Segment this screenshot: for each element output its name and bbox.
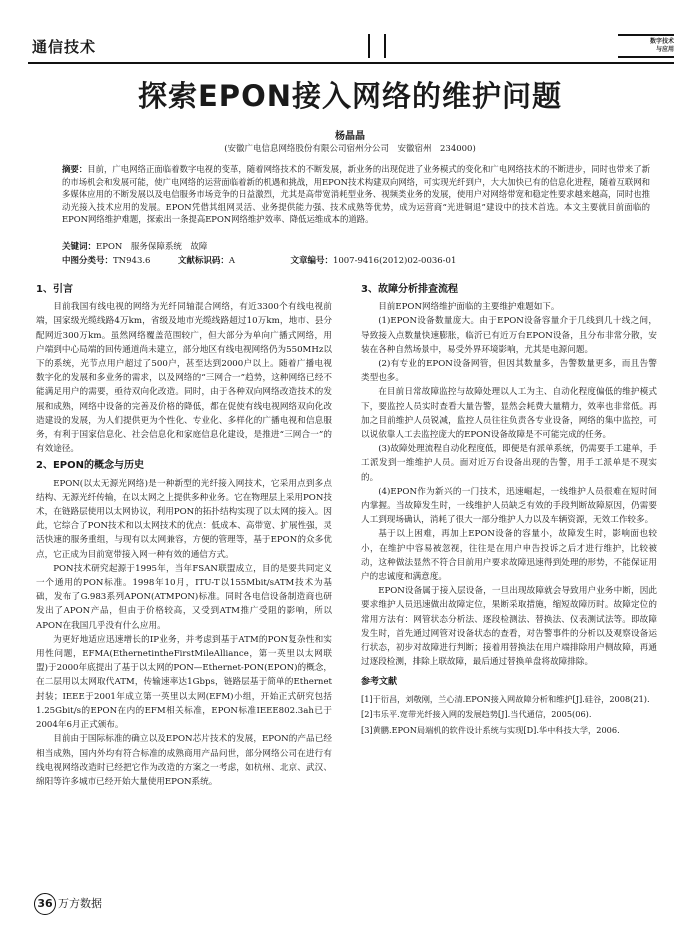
abstract [62, 163, 650, 226]
paragraph: 目前我国有线电视的网络为光纤同轴混合网络，有近3300个有线电视前端，国家级光缆线路4万km，省级及地市光缆线路超过10万km，地市、县分配网近300万km。虽然网络覆盖范围较广，但大部分为单向广播式网络，用户端到中心局端的回传通道尚未建立，部分地区有线电视网络仍为550MHz以下的系统，光节点用户超过了500户，甚至达到2000户以上。随着广播电视数字化的发展和多业务的需求，以及网络的“三网合一”趋势，这种网络已经不能满足用户的需要，亟待双向化改造。同时，由于各种双向网络改造技术的发展和成熟，网络中设备的完善及价格的降低，都在促使有线电视网络双向化改造建设的发展，为人们提供更为个性化、专业化、多样化的广播电视和信息服务，有利于国家信息化、社会信息化和家庭信息化建设，是推进“三网合一”的有效途径。 [36, 302, 332, 455]
paragraph: EPON设备属于接入层设备，一旦出现故障就会导致用户业务中断，因此要求维护人员迅速做出故障定位，果断采取措施，缩短故障历时。故障定位的常用方法有：网管状态分析法、逐段检测法、替换法、仪表测试法等。即故障发生时，首先通过网管对设备状态的查看，对告警事件的分析以及观察设备运行状态，初步对故障进行判断；接着用替换法在用户端排除用户侧故障，再通过逐段检测，排除上联故障，最后通过替换单盘将故障排除。 [361, 586, 657, 668]
author-name: 杨晶晶 [335, 131, 365, 142]
reference-item: [1]于衍昌，刘敬刚，兰心清.EPON接入网故障分析和维护[J].硅谷，2008(21). [361, 693, 650, 704]
journal-logo-line2: 与应用 [655, 46, 674, 53]
journal-logo [618, 32, 674, 60]
doc-code-label: 文献标识码： [177, 256, 229, 266]
section-label: 通信技术 [32, 38, 97, 56]
keywords-text: EPON 服务保障系统 故障 [96, 242, 208, 252]
abstract-label: 摘要： [62, 164, 88, 174]
running-header [28, 32, 674, 66]
paragraph: 在目前日常故障监控与故障处理以人工为主、自动化程度偏低的维护模式下，要监控人员实时查看大量告警，显然会耗费大量精力，效率也非常低。再加之目前维护人员锐减，监控人员往往负责各专业设备，网络的集中监控，可以说依靠人工去监控庞大的EPON设备故障是不可能完成的任务。 [361, 387, 657, 441]
paragraph: (4)EPON作为新兴的一门技术，迅速崛起，一线维护人员很难在短时间内掌握。当故障发生时，一线维护人员缺乏有效的手段判断故障原因，仍需要人工到现场确认，消耗了很大一部分维护人力以及车辆资源，无效工作较多。 [361, 486, 657, 526]
paragraph: EPON(以太无源光网络)是一种新型的光纤接入网技术，它采用点到多点结构、无源光纤传输，在以太网之上提供多种业务。它在物理层上采用PON技术，在链路层使用以太网协议，利用PON的拓扑结构实现了以太网的接入。因此，它综合了PON技术和以太网技术的优点：低成本、高带宽、扩展性强，灵活快速的服务重组，与现有以太网兼容，方便的管理等，基于EPON的众多优点，它正成为目前宽带接入网一种有效的通信方式。 [36, 478, 332, 560]
keywords-label: 关键词： [62, 242, 97, 252]
section-3-heading: 3、故障分析排查流程 [361, 284, 458, 295]
watermark-text: 万方数据 [58, 897, 102, 910]
left-column [36, 280, 332, 789]
header-divider-mark [368, 34, 386, 58]
section-2-heading: 2、EPON的概念与历史 [36, 460, 144, 472]
classification-line [62, 254, 662, 266]
doc-code-value: A [228, 256, 236, 266]
clc-label: 中图分类号： [62, 256, 114, 266]
paragraph: 为更好地适应迅速增长的IP业务，并考虑到基于ATM的PON复杂性和实用性问题，EFMA(EthernetintheFirstMileAlliance，第一英里以太网联盟)于2000年底提出了基于以太网的PON—Ethernet-PON(EPON)的概念，在二层用以太网取代ATM，传输速率达1Gbps，链路层基于简单的Ethernet封装；IEEE于2001年成立第一英里以太网(EFM)小组，开始正式研究包括1.25Gbit/s的EPON在内的EFM相关标准，EPON标准IEEE802.3ah已于2004年6月正式颁布。 [36, 634, 332, 731]
abstract-text: 目前，广电网络正面临着数字电视的变革，随着网络技术的不断发展，新业务的出现促进了业务模式的变化和广电网络技术的不断进步，同时也带来了新的市场机会和发展可能，使广电网络的运营面临着新的机遇和挑战，用EPON技术构建双向网络，可实现光纤到户，大大加快已有的信息化进程，随着互联网和多媒体应用的不断发展以及电信服务市场竞争的日益激烈，尤其是高带宽消耗型业务、视频类业务的发展，使用户对网络带宽和稳定性要求越来越高，同时也推动光接入技术应用的发展。EPON凭借其组网灵活、业务提供能力强、技术成熟等优势，成为运营商“光进铜退”建设中的技术首选。本文主要就目前面临的EPON网络维护难题，探索出一条提高EPON网络维护效率、降低运维成本的道路。 [62, 164, 650, 225]
paragraph: 基于以上困难，再加上EPON设备的容量小，故障发生时，影响面也较小，在维护中容易被忽视，往往是在用户申告投诉之后才进行维护，比较被动，这种做法显然不符合目前用户要求故障迅速得到处理的形势，不能保证用户的忠诚度和满意度。 [361, 529, 657, 583]
right-column [361, 280, 657, 739]
header-rule [28, 62, 674, 64]
paragraph: (1)EPON设备数量庞大。由于EPON设备容量介于几线到几十线之间，导致接入点数量快速膨胀，临沂已有近万台EPON设备，且分布非常分散，安装在各种自然场景中，易受外界环境影响，尤其是电源问题。 [361, 316, 657, 355]
journal-logo-line1: 数字技术 [649, 38, 674, 45]
keywords [62, 240, 662, 252]
page-number: 36 [34, 893, 56, 915]
article-no-value: 1007-9416(2012)02-0036-01 [332, 256, 457, 266]
paragraph: (3)故障处理流程自动化程度低，即便是有派单系统，仍需要手工建单，手工派发到一维维护人员。面对近万台设备出现的告警，用手工派单是不现实的。 [361, 444, 657, 483]
references-heading: 参考文献 [361, 677, 398, 688]
section-1-heading: 1、引言 [36, 284, 73, 295]
paragraph: PON技术研究起源于1995年，当年FSAN联盟成立，目的是要共同定义一个通用的PON标准。1998年10月，ITU-T以155Mbit/sATM技术为基础，发布了G.983系列APON(ATMPON)标准。同时各电信设备制造商也研发出了APON产品，但由于价格较高，又受到ATM推广受阻的影响，所以APON在我国几乎没有什么应用。 [36, 563, 332, 631]
author-affiliation: (安徽广电信息网络股份有限公司宿州分公司 安徽宿州 234000) [224, 144, 476, 154]
paragraph: 目前由于国际标准的确立以及EPON芯片技术的发展，EPON的产品已经相当成熟，国内外均有符合标准的成熟商用产品问世，部分网络公司在进行有线电视网络改造时已经把它作为改造的方案之一考虑，如杭州、北京、武汉、绵阳等许多城市已经开始大量使用EPON系统。 [36, 734, 332, 787]
paragraph: 目前EPON网络维护面临的主要维护难题如下。 [378, 302, 560, 313]
article-no-label: 文章编号： [290, 256, 333, 266]
reference-item: [3]黄鹏.EPON局端机的软件设计系统与实现[D].华中科技大学，2006. [361, 724, 620, 735]
clc-value: TN943.6 [113, 256, 151, 266]
page-footer [34, 893, 102, 915]
paragraph: (2)有专业的EPON设备网管，但因其数量多，告警数量更多，而且告警类型也多。 [361, 359, 657, 384]
reference-item: [2]韦乐平.宽带光纤接入网的发展趋势[J].当代通信，2005(06). [361, 709, 592, 720]
article-title: 探索EPON接入网络的维护问题 [138, 79, 562, 113]
